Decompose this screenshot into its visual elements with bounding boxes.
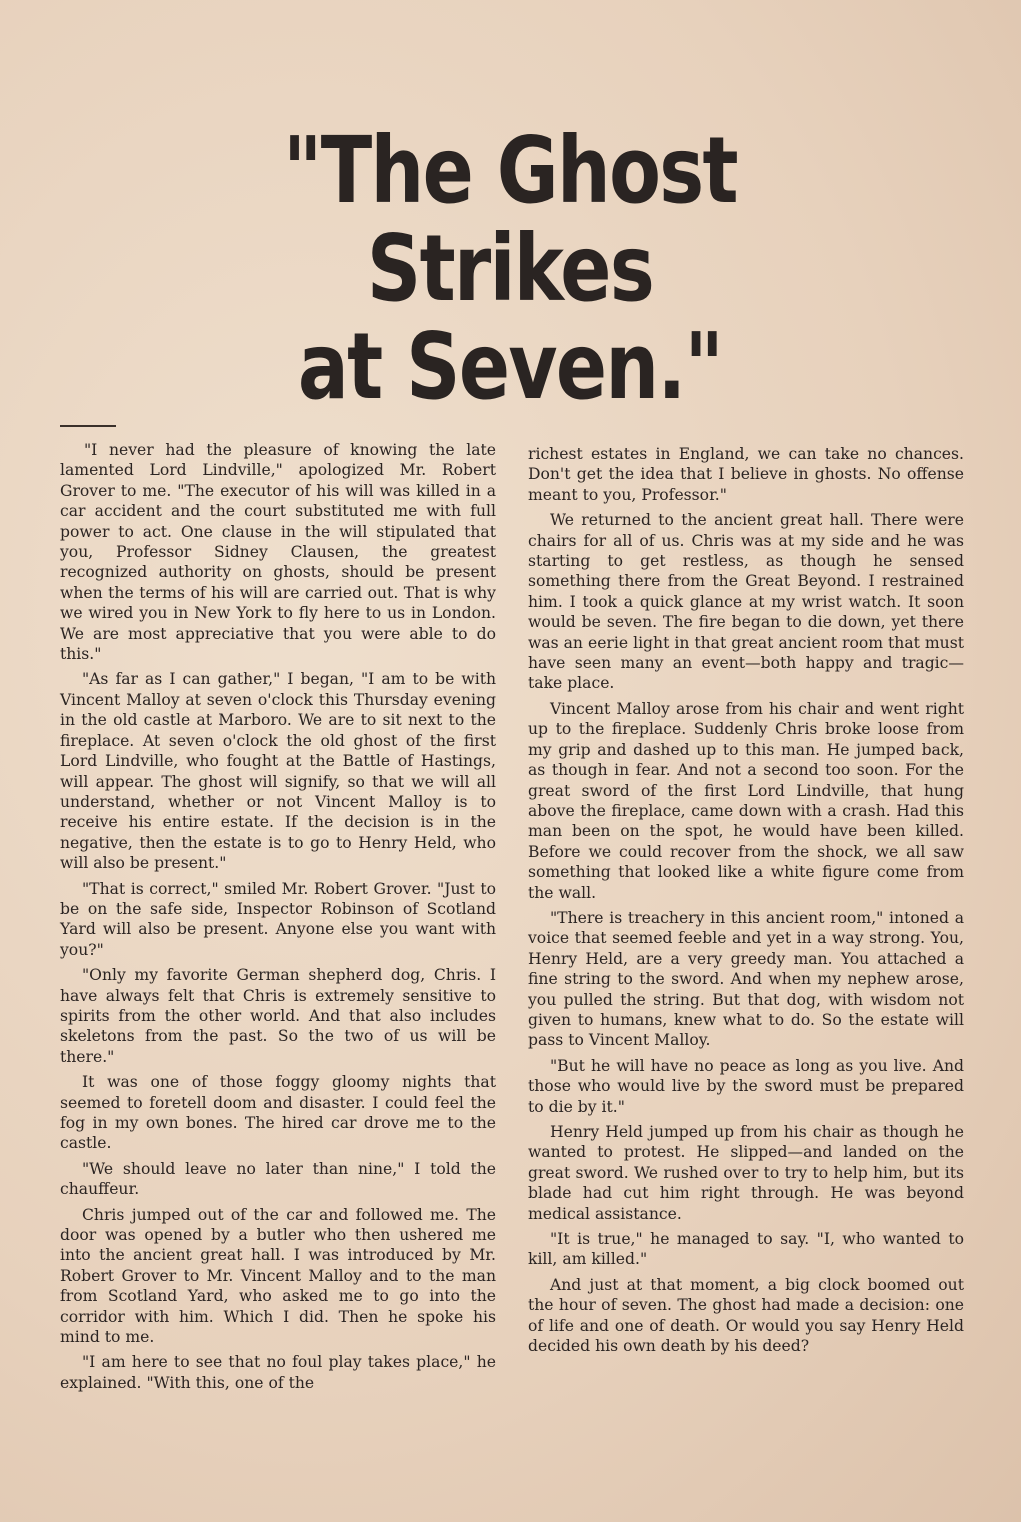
left-column [60,440,496,1398]
paragraph: "I never had the pleasure of knowing the late lamented Lord Lindville," apologized Mr. Robert Grover to me. "The executor of his will was killed in a car accident and the court substituted me with full power to act. One clause in the will stipulated that you, Professor Sidney Clausen, the greatest recognized authority on ghosts, should be present when the terms of his will are carried out. That is why we wired you in New York to fly here to us in London. We are most appreciative that you were able to do this." [60,441,496,664]
title-line-1: "The Ghost Strikes [283,117,737,322]
paragraph: Henry Held jumped up from his chair as though he wanted to protest. He slipped—and landed on the great sword. We rushed over to try to help him, but its blade had cut him right through. He was beyond medical assistance. [528,1123,964,1223]
title-line-2: at Seven." [297,313,723,420]
paragraph: "Only my favorite German shepherd dog, Chris. I have always felt that Chris is extremely sensitive to spirits from the other world. And that also includes skeletons from the past. So the two of us will be there." [60,966,496,1066]
paragraph: "There is treachery in this ancient room," intoned a voice that seemed feeble and yet in a way strong. You, Henry Held, are a very greedy man. You attached a fine string to the sword. And when my nephew arose, you pulled the string. But that dog, with wisdom not given to humans, knew what to do. So the estate will pass to Vincent Malloy. [528,908,964,1050]
paragraph: It was one of those foggy gloomy nights that seemed to foretell doom and disaster. I could feel the fog in my own bones. The hired car drove me to the castle. [60,1073,496,1153]
article-title [174,117,846,420]
paragraph: "But he will have no peace as long as you live. And those who would live by the sword must be prepared to die by it." [528,1056,964,1116]
paragraph: Chris jumped out of the car and followed me. The door was opened by a butler who then ushered me into the ancient great hall. I was introduced by Mr. Robert Grover to Mr. Vincent Malloy and to the man from Scotland Yard, who asked me to go into the corridor with him. Which I did. Then he spoke his mind to me. [60,1205,496,1347]
right-column [528,444,964,1361]
paragraph: And just at that moment, a big clock boomed out the hour of seven. The ghost had made a decision: one of life and one of death. Or would you say Henry Held decided his own death by his deed? [528,1275,964,1356]
paragraph: We returned to the ancient great hall. There were chairs for all of us. Chris was at my side and he was starting to get restless, as though he sensed something there from the Great Beyond. I restrained him. I took a quick glance at my wrist watch. It soon would be seven. The fire began to die down, yet there was an eerie light in that great ancient room that must have seen many an event—both happy and tragic—take place. [528,511,964,693]
paragraph: "That is correct," smiled Mr. Robert Grover. "Just to be on the safe side, Inspector Robinson of Scotland Yard will also be present. Anyone else you want with you?" [60,879,496,959]
paragraph: richest estates in England, we can take no chances. Don't get the idea that I believe in ghosts. No offense meant to you, Professor." [528,445,964,504]
paragraph: "As far as I can gather," I began, "I am to be with Vincent Malloy at seven o'clock this Thursday evening in the old castle at Marboro. We are to sit next to the fireplace. At seven o'clock the old ghost of the first Lord Lindville, who fought at the Battle of Hastings, will appear. The ghost will signify, so that we will all understand, whether or not Vincent Malloy is to receive his entire estate. If the decision is in the negative, then the estate is to go to Henry Held, who will also be present." [60,670,496,873]
paragraph: "It is true," he managed to say. "I, who wanted to kill, am killed." [528,1230,964,1269]
paragraph: Vincent Malloy arose from his chair and went right up to the fireplace. Suddenly Chris broke loose from my grip and dashed up to this man. He jumped back, as though in fear. And not a second too soon. For the great sword of the first Lord Lindville, that hung above the fireplace, came down with a crash. Had this man been on the spot, he would have been killed. Before we could recover from the shock, we all saw something that looked like a white figure come from the wall. [528,699,964,902]
decorative-dash [60,425,116,430]
paragraph: "We should leave no later than nine," I told the chauffeur. [60,1159,496,1199]
paragraph: "I am here to see that no foul play takes place," he explained. "With this, one of the [60,1353,496,1392]
